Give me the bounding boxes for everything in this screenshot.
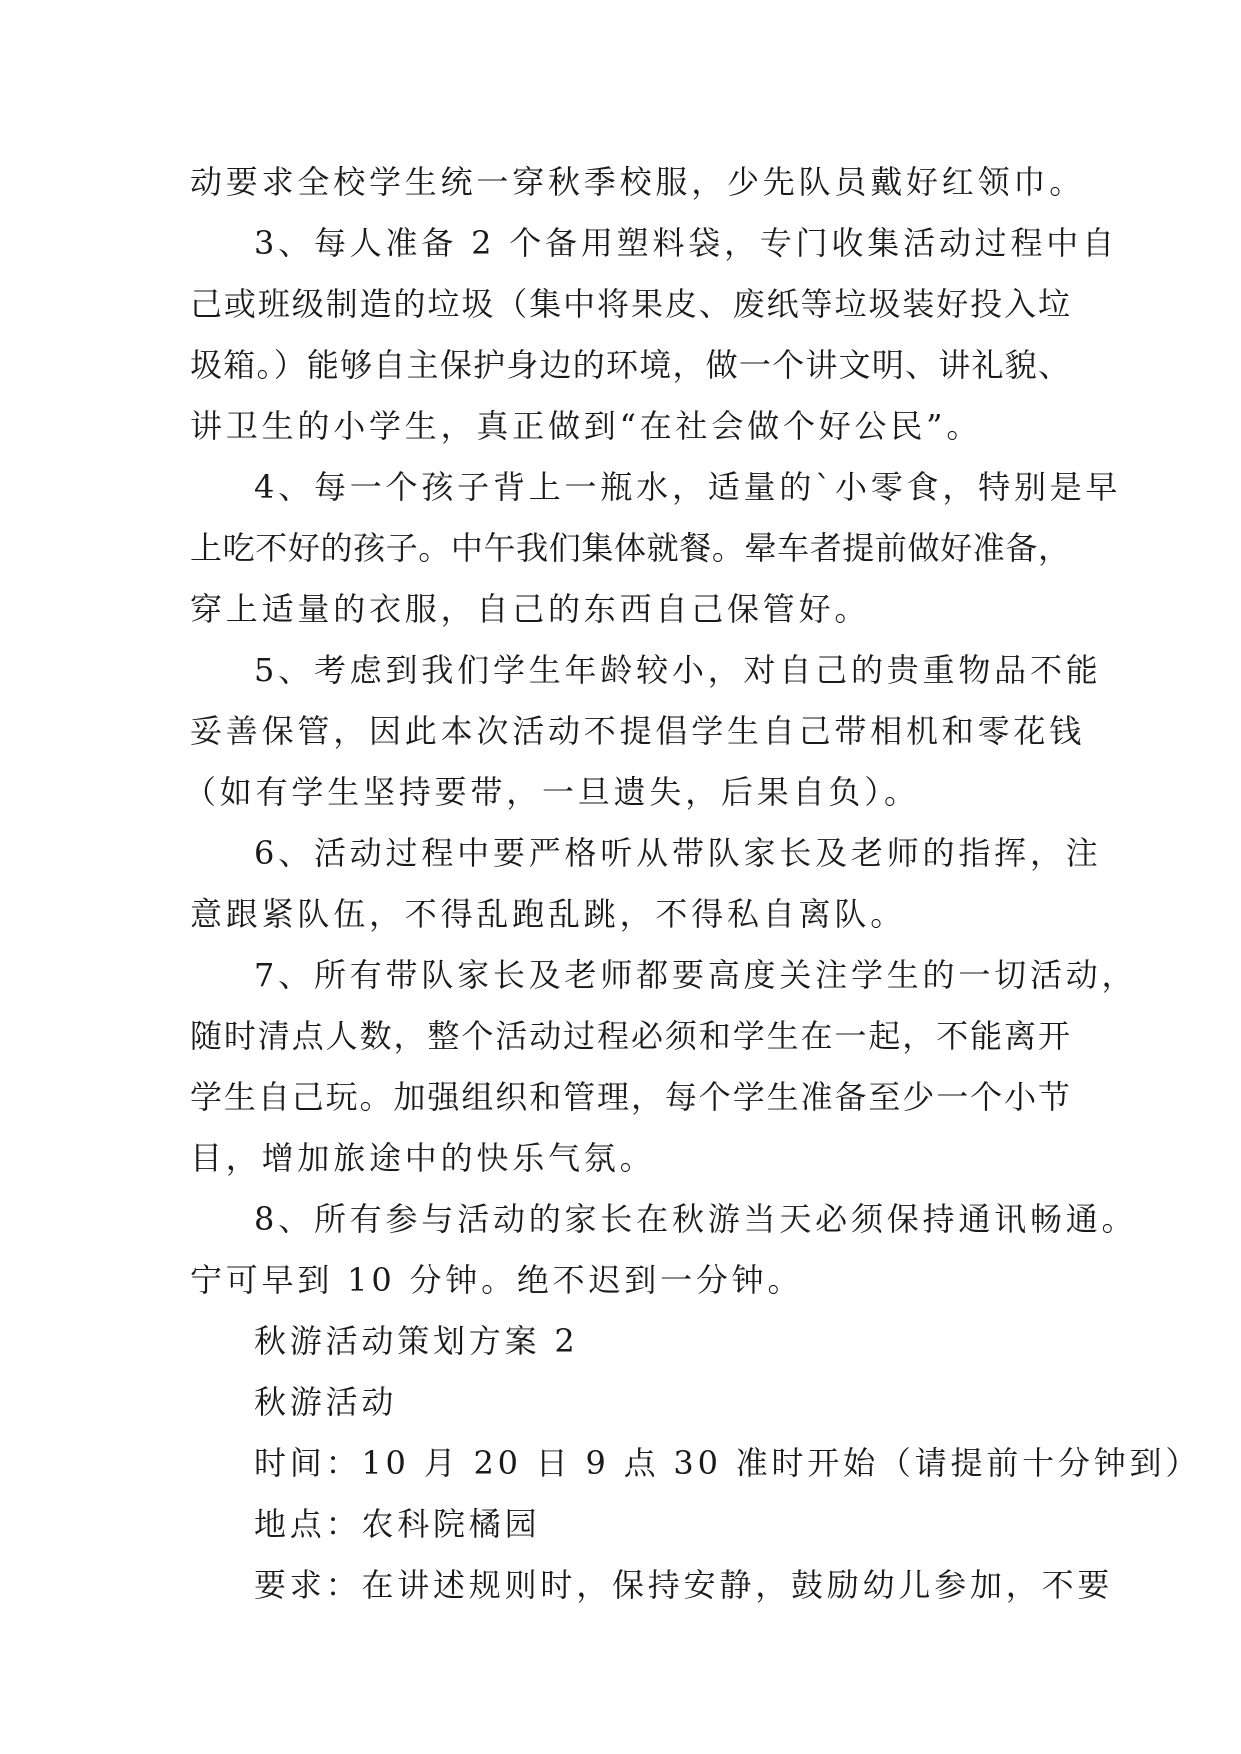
- text-line: 己或班级制造的垃圾（集中将果皮、废纸等垃圾装好投入垃: [190, 285, 1070, 323]
- text-line: 3、每人准备 2 个备用塑料袋，专门收集活动过程中自: [254, 224, 1118, 262]
- text-line: 地点：农科院橘园: [254, 1505, 541, 1543]
- text-line: 8、所有参与活动的家长在秋游当天必须保持通讯畅通。: [254, 1200, 1138, 1238]
- section-title: 秋游活动策划方案 2: [254, 1322, 579, 1360]
- text-line: 圾箱。）能够自主保护身边的环境，做一个讲文明、讲礼貌、: [190, 346, 1070, 384]
- text-line: 随时清点人数，整个活动过程必须和学生在一起，不能离开: [190, 1017, 1070, 1055]
- text-line: 动要求全校学生统一穿秋季校服，少先队员戴好红领巾。: [190, 163, 1086, 201]
- text-line: 讲卫生的小学生，真正做到“在社会做个好公民”。: [190, 407, 983, 445]
- text-line: 4、每一个孩子背上一瓶水，适量的`小零食，特别是早: [254, 468, 1122, 506]
- text-line: 7、所有带队家长及老师都要高度关注学生的一切活动，: [254, 956, 1138, 994]
- text-line: 秋游活动: [254, 1383, 398, 1421]
- text-line: 宁可早到 10 分钟。绝不迟到一分钟。: [190, 1261, 804, 1299]
- text-line: （如有学生坚持要带，一旦遗失，后果自负）。: [184, 773, 920, 811]
- text-line: 目，增加旅途中的快乐气氛。: [190, 1139, 656, 1177]
- text-line: 要求：在讲述规则时，保持安静，鼓励幼儿参加，不要: [254, 1566, 1114, 1604]
- text-line: 妥善保管，因此本次活动不提倡学生自己带相机和零花钱: [190, 712, 1086, 750]
- text-line: 时间：10 月 20 日 9 点 30 准时开始（请提前十分钟到）: [254, 1444, 1202, 1482]
- text-line: 上吃不好的孩子。中午我们集体就餐。晕车者提前做好准备，: [190, 529, 1070, 567]
- text-line: 学生自己玩。加强组织和管理，每个学生准备至少一个小节: [190, 1078, 1070, 1116]
- text-line: 5、考虑到我们学生年龄较小，对自己的贵重物品不能: [254, 651, 1102, 689]
- document-body: [184, 152, 1202, 1616]
- text-line: 意跟紧队伍，不得乱跑乱跳，不得私自离队。: [190, 895, 907, 933]
- text-line: 6、活动过程中要严格听从带队家长及老师的指挥，注: [254, 834, 1102, 872]
- text-line: 穿上适量的衣服，自己的东西自己保管好。: [190, 590, 871, 628]
